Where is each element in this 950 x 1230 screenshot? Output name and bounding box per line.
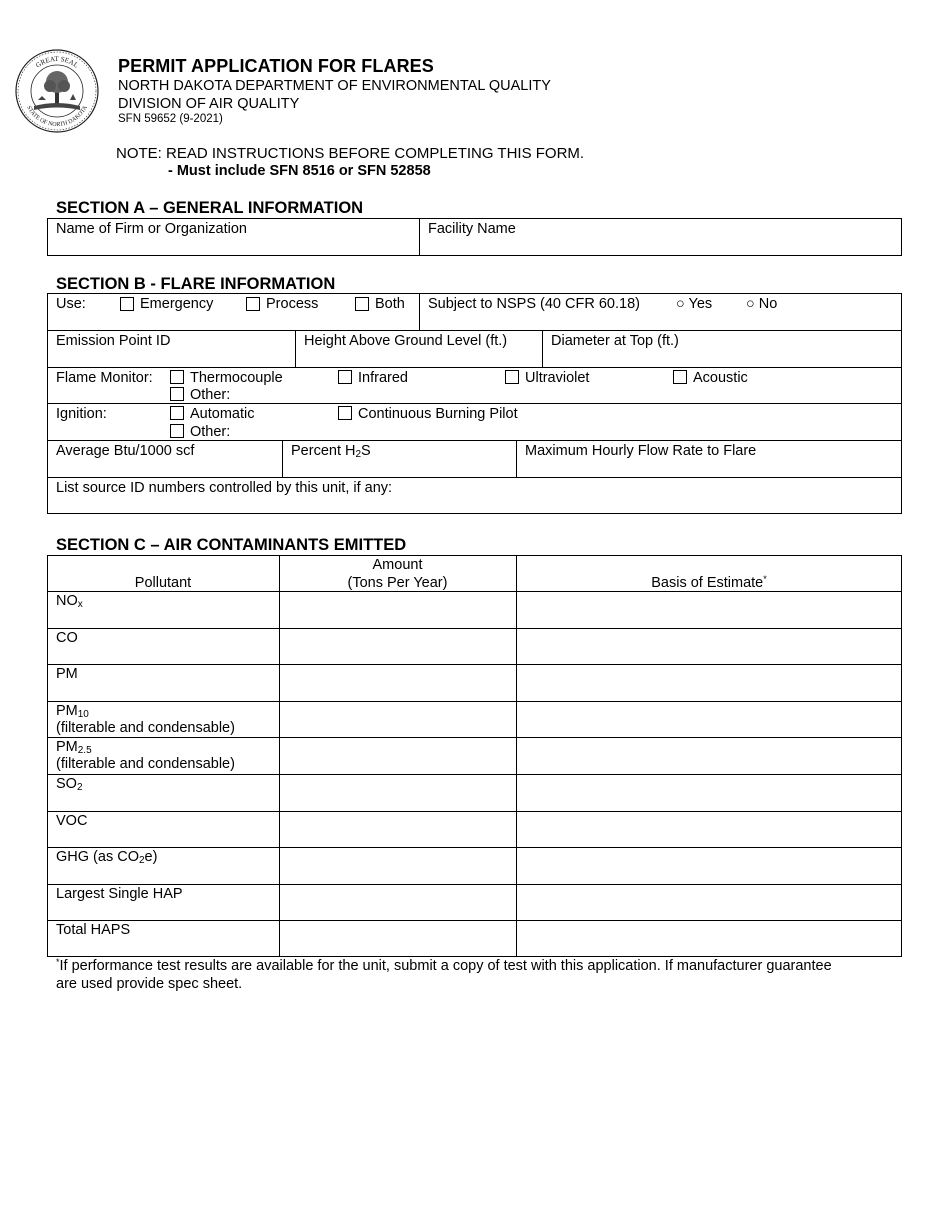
basis-input-cell[interactable]: [517, 665, 901, 700]
flame-other-label: Other:: [190, 387, 231, 403]
ultraviolet-checkbox[interactable]: [505, 370, 519, 384]
amount-input-cell[interactable]: [280, 775, 515, 810]
basis-input-cell[interactable]: [517, 848, 901, 883]
nsps-no-radio[interactable]: ○ No: [746, 296, 778, 312]
flame-other-checkbox[interactable]: [170, 387, 184, 401]
amount-input-cell[interactable]: [280, 592, 515, 627]
automatic-checkbox[interactable]: [170, 406, 184, 420]
pollutant-column-header: Pollutant: [134, 575, 192, 591]
percent-h2s-field[interactable]: Percent $H_2S$: [291, 443, 371, 460]
pollutant-name: Total HAPS: [56, 922, 131, 939]
continuous-pilot-label: Continuous Burning Pilot: [358, 406, 518, 422]
pollutant-name: $SO_2$: [56, 776, 83, 793]
amount-input-cell[interactable]: [280, 665, 515, 700]
basis-column-header: Basis of Estimate*: [651, 574, 767, 591]
diameter-field[interactable]: Diameter at Top (ft.): [551, 333, 679, 349]
acoustic-checkbox[interactable]: [673, 370, 687, 384]
use-label: Use:: [56, 296, 86, 312]
amount-input-cell[interactable]: [280, 738, 515, 773]
amount-input-cell[interactable]: [280, 885, 515, 920]
use-emergency-label: Emergency: [140, 296, 214, 312]
amount-input-cell[interactable]: [280, 812, 515, 847]
instructions-note: NOTE: READ INSTRUCTIONS BEFORE COMPLETING THIS FORM.: [116, 145, 585, 162]
seal-top-text: GREAT SEAL: [34, 54, 80, 70]
division-name: DIVISION OF AIR QUALITY: [118, 96, 300, 112]
max-flow-rate-field[interactable]: Maximum Hourly Flow Rate to Flare: [525, 443, 757, 459]
nsps-label: Subject to NSPS (40 CFR 60.18): [428, 296, 640, 312]
pollutant-name: CO: [56, 629, 78, 646]
ultraviolet-label: Ultraviolet: [525, 370, 590, 386]
seal-bottom-text: STATE OF NORTH DAKOTA: [25, 104, 89, 129]
amount-unit-header: (Tons Per Year): [347, 575, 448, 591]
pollutant-name: GHG (as $CO_2e$): [56, 849, 158, 867]
firm-name-field[interactable]: Name of Firm or Organization: [56, 221, 247, 237]
continuous-pilot-checkbox[interactable]: [338, 406, 352, 420]
use-process-checkbox[interactable]: [246, 297, 260, 311]
section-c-heading: SECTION C – AIR CONTAMINANTS EMITTED: [56, 536, 407, 554]
pollutant-qualifier: (filterable and condensable): [56, 756, 235, 773]
flame-monitor-label: Flame Monitor:: [56, 370, 153, 386]
use-both-checkbox[interactable]: [355, 297, 369, 311]
amount-input-cell[interactable]: [280, 629, 515, 664]
amount-input-cell[interactable]: [280, 921, 515, 956]
basis-input-cell[interactable]: [517, 702, 901, 737]
section-b-heading: SECTION B - FLARE INFORMATION: [56, 275, 336, 293]
ignition-label: Ignition:: [56, 406, 107, 422]
acoustic-label: Acoustic: [693, 370, 748, 386]
form-title: PERMIT APPLICATION FOR FLARES: [118, 56, 434, 76]
basis-input-cell[interactable]: [517, 921, 901, 956]
thermocouple-checkbox[interactable]: [170, 370, 184, 384]
ignition-other-checkbox[interactable]: [170, 424, 184, 438]
pollutant-name: $PM_{2.5}$: [56, 739, 92, 757]
emission-point-id-field[interactable]: Emission Point ID: [56, 333, 171, 349]
ignition-other-label: Other:: [190, 424, 231, 440]
use-process-label: Process: [266, 296, 319, 312]
amount-input-cell[interactable]: [280, 848, 515, 883]
basis-input-cell[interactable]: [517, 885, 901, 920]
pollutant-name: $NO_x$: [56, 593, 83, 610]
basis-input-cell[interactable]: [517, 775, 901, 810]
basis-input-cell[interactable]: [517, 592, 901, 627]
basis-input-cell[interactable]: [517, 738, 901, 773]
nsps-yes-radio[interactable]: ○ Yes: [676, 296, 713, 312]
pollutant-name: Largest Single HAP: [56, 885, 183, 902]
form-number: SFN 59652 (9-2021): [118, 113, 223, 125]
use-emergency-checkbox[interactable]: [120, 297, 134, 311]
thermocouple-label: Thermocouple: [190, 370, 283, 386]
pollutant-name: $PM_{10}$: [56, 702, 89, 720]
average-btu-field[interactable]: Average Btu/1000 scf: [56, 443, 195, 459]
footnote-line-2: are used provide spec sheet.: [56, 976, 243, 992]
facility-name-field[interactable]: Facility Name: [428, 221, 516, 237]
infrared-checkbox[interactable]: [338, 370, 352, 384]
infrared-label: Infrared: [358, 370, 408, 386]
pollutant-name: PM: [56, 666, 78, 683]
required-forms-note: - Must include SFN 8516 or SFN 52858: [168, 163, 431, 179]
department-name: NORTH DAKOTA DEPARTMENT OF ENVIRONMENTAL QUALITY: [118, 78, 551, 94]
basis-input-cell[interactable]: [517, 812, 901, 847]
footnote: *If performance test results are available for the unit, submit a copy of test with this application. If manufacturer guarantee: [56, 957, 832, 974]
state-seal-logo: [14, 48, 100, 134]
use-both-label: Both: [375, 296, 405, 312]
automatic-label: Automatic: [190, 406, 255, 422]
height-field[interactable]: Height Above Ground Level (ft.): [304, 333, 508, 349]
amount-input-cell[interactable]: [280, 702, 515, 737]
pollutant-name: VOC: [56, 812, 88, 829]
amount-column-header: Amount: [372, 557, 423, 573]
pollutant-qualifier: (filterable and condensable): [56, 719, 235, 736]
basis-input-cell[interactable]: [517, 629, 901, 664]
source-ids-field[interactable]: List source ID numbers controlled by this unit, if any:: [56, 480, 393, 496]
section-a-heading: SECTION A – GENERAL INFORMATION: [56, 199, 364, 217]
